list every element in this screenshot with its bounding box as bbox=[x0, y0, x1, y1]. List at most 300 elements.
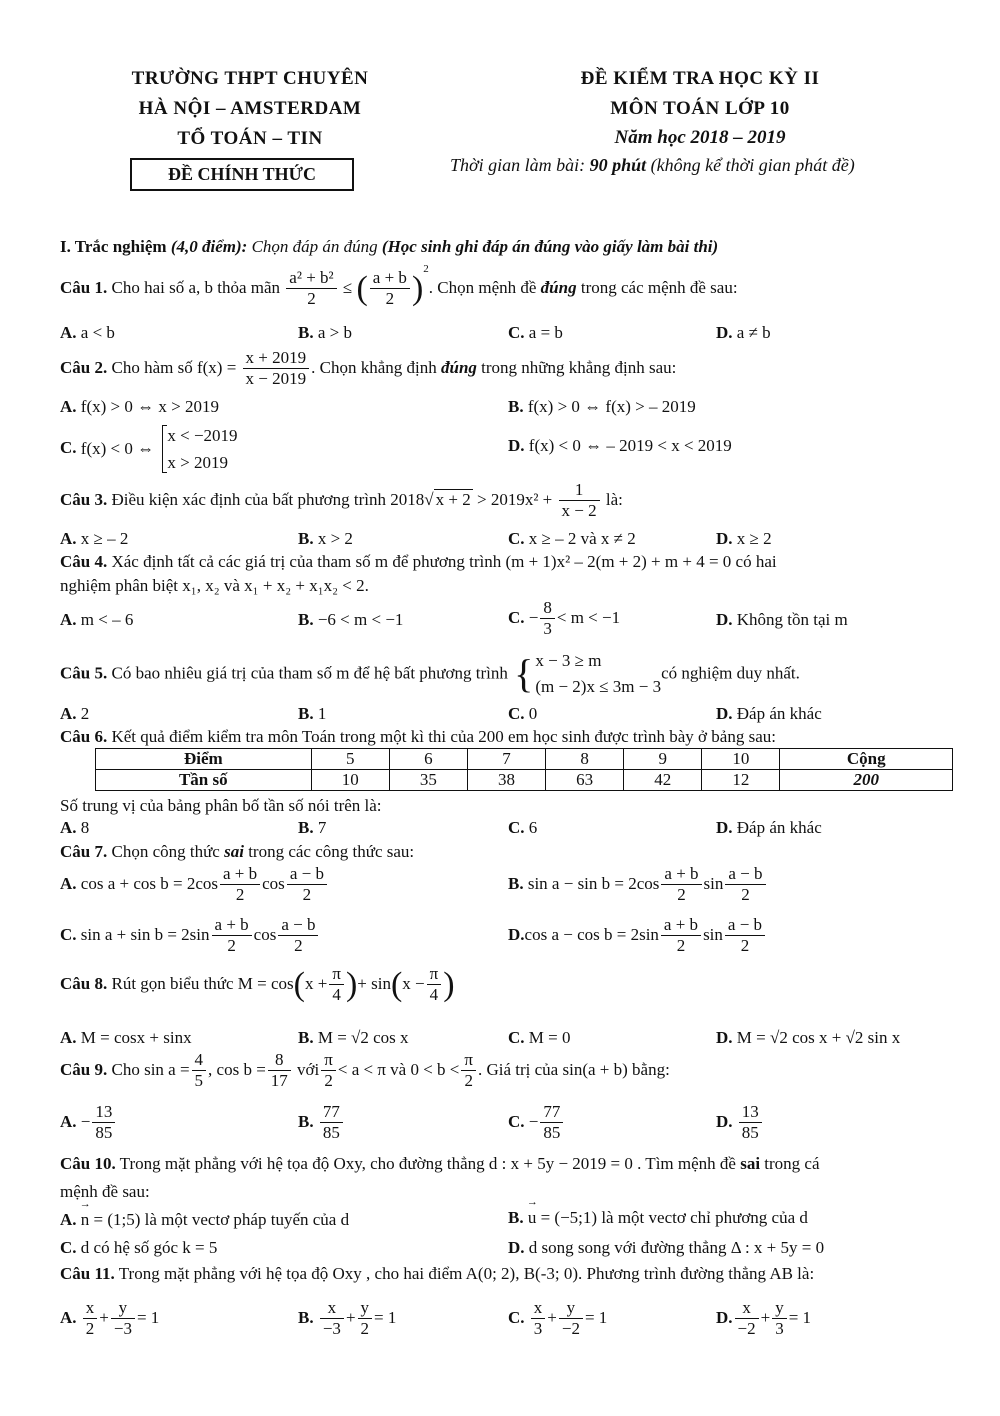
q7-a-f2n: a − b bbox=[287, 864, 327, 885]
q9-d-frac bbox=[739, 1102, 762, 1144]
q10-line2 bbox=[60, 1182, 150, 1202]
q2-post2: trong những khẳng định sau: bbox=[476, 357, 677, 377]
q10-text2: mệnh đề sau: bbox=[60, 1182, 150, 1201]
q5-d-text: Đáp án khác bbox=[736, 704, 822, 723]
q3-c-letter: C. bbox=[508, 529, 525, 548]
q11-d-f1d: −2 bbox=[737, 1319, 756, 1339]
q7-c-part2: cos bbox=[253, 924, 277, 944]
section-points: (4,0 điểm): bbox=[170, 237, 248, 256]
q5-option-d bbox=[716, 704, 822, 724]
q11-a-f2d: −3 bbox=[113, 1319, 132, 1339]
department: TỔ TOÁN – TIN bbox=[177, 128, 323, 149]
q7-d-part1: cos a − cos b = 2sin bbox=[524, 924, 659, 944]
question-4 bbox=[60, 552, 777, 572]
frequency-table bbox=[95, 748, 953, 791]
q1-f1-den: 2 bbox=[307, 289, 316, 309]
q4-a-letter: A. bbox=[60, 610, 77, 629]
q11-b-frac2 bbox=[358, 1298, 373, 1340]
q11-c-f1n: x bbox=[531, 1298, 546, 1319]
q7-option-c bbox=[60, 915, 320, 957]
q11-a-f1n: x bbox=[83, 1298, 98, 1319]
q6-b-text: 7 bbox=[317, 818, 327, 837]
q7-c-f2d: 2 bbox=[294, 936, 303, 956]
q9-a-frac bbox=[92, 1102, 115, 1144]
time-suffix: (không kể thời gian phát đề) bbox=[646, 155, 855, 175]
q10-text1: Trong mặt phẳng với hệ tọa độ Oxy, cho đường thẳng d : x + 5y − 2019 = 0 . Tìm mệnh đề bbox=[115, 1154, 741, 1173]
q6-label: Câu 6. bbox=[60, 727, 108, 746]
question-11 bbox=[60, 1264, 814, 1284]
q2-a-text: f(x) > 0 ⇔ x > 2019 bbox=[80, 397, 219, 416]
q7-b-frac1 bbox=[661, 864, 701, 906]
q3-fraction bbox=[559, 480, 600, 522]
table-cell: 7 bbox=[467, 749, 545, 770]
q4-a-text: m < – 6 bbox=[80, 610, 134, 629]
q10-label: Câu 10. bbox=[60, 1154, 116, 1173]
q1-d-text: a ≠ b bbox=[736, 323, 771, 342]
q3-d-letter: D. bbox=[716, 529, 733, 548]
q9-text: Cho sin a = bbox=[107, 1059, 190, 1079]
q6-option-a bbox=[60, 818, 89, 838]
q1-a-letter: A. bbox=[60, 323, 77, 342]
table-cell: Cộng bbox=[780, 749, 953, 770]
table-cell: 9 bbox=[624, 749, 702, 770]
q6-option-c bbox=[508, 818, 537, 838]
q9-b-letter: B. bbox=[298, 1111, 314, 1131]
q8-c-letter: C. bbox=[508, 1028, 525, 1047]
q3-label: Câu 3. bbox=[60, 489, 108, 509]
q6-b-letter: B. bbox=[298, 818, 314, 837]
q6-d-letter: D. bbox=[716, 818, 733, 837]
q11-c-plus: + bbox=[547, 1307, 557, 1327]
q11-d-frac2 bbox=[772, 1298, 787, 1340]
q10-c-letter: C. bbox=[60, 1238, 77, 1257]
q7-c-part1: sin a + sin b = 2sin bbox=[80, 924, 210, 944]
q1-post2: trong các mệnh đề sau: bbox=[576, 277, 738, 297]
table-cell: 5 bbox=[311, 749, 389, 770]
q1-c-text: a = b bbox=[528, 323, 563, 342]
q3-text: Điều kiện xác định của bất phương trình 2018 bbox=[107, 489, 425, 509]
q9-d-letter: D. bbox=[716, 1111, 733, 1131]
q8-c-text: M = 0 bbox=[528, 1028, 571, 1047]
q5-label: Câu 5. bbox=[60, 663, 108, 683]
q11-c-frac2 bbox=[559, 1298, 583, 1340]
question-3: Câu 3. Điều kiện xác định của bất phương trình 2018√ x + 2 > 2019x² + $\frac{1}{x - 2}$ là: bbox=[60, 480, 623, 521]
q4-option-c bbox=[508, 598, 620, 640]
question-8: Câu 8. Rút gọn biểu thức M = cos(x + $\frac{\pi}{4}$ )+ sin(x − $\frac{\pi}{4}$ ) bbox=[60, 964, 455, 1005]
q10-option-a bbox=[60, 1210, 349, 1230]
q2-fraction bbox=[243, 348, 310, 390]
q11-option-d bbox=[716, 1298, 811, 1340]
table-row bbox=[96, 749, 953, 770]
q9-p2n: π bbox=[461, 1050, 476, 1071]
q5-option-b bbox=[298, 704, 326, 724]
q8-d-letter: D. bbox=[716, 1028, 733, 1047]
q7-b-f2n: a − b bbox=[725, 864, 765, 885]
q9-sd: 5 bbox=[194, 1071, 204, 1091]
q3-a-letter: A. bbox=[60, 529, 77, 548]
q4-option-b bbox=[298, 610, 403, 630]
table-row bbox=[96, 770, 953, 791]
q3-d-text: x ≥ 2 bbox=[736, 529, 772, 548]
q2-option-a bbox=[60, 397, 219, 417]
q8-b-letter: B. bbox=[298, 1028, 314, 1047]
table-cell: 35 bbox=[389, 770, 467, 791]
q9-p2d: 2 bbox=[464, 1071, 473, 1091]
q11-b-f2n: y bbox=[358, 1298, 373, 1319]
q7-emphasis: sai bbox=[224, 842, 244, 861]
q9-cn: 8 bbox=[268, 1050, 291, 1071]
q11-text: Trong mặt phẳng với hệ tọa độ Oxy , cho hai điểm A(0; 2), B(-3; 0). Phương trình đường thẳng AB là: bbox=[114, 1264, 815, 1283]
table-cell: 38 bbox=[467, 770, 545, 791]
q10-d-letter: D. bbox=[508, 1238, 525, 1257]
q9-b-frac bbox=[320, 1102, 343, 1144]
table-cell: 200 bbox=[780, 770, 953, 791]
q9-pi-frac1 bbox=[321, 1050, 336, 1092]
q11-b-eq: = 1 bbox=[374, 1307, 397, 1327]
q1-a-text: a < b bbox=[80, 323, 115, 342]
q8-text: Rút gọn biểu thức M = cos bbox=[107, 973, 294, 993]
q9-dn: 13 bbox=[739, 1102, 762, 1123]
q9-with: với bbox=[292, 1059, 320, 1079]
q8-option-b bbox=[298, 1028, 409, 1048]
section-title bbox=[60, 237, 718, 257]
q11-d-f2d: 3 bbox=[775, 1319, 784, 1339]
q9-a-letter: A. bbox=[60, 1111, 77, 1131]
q2-num: x + 2019 bbox=[243, 348, 310, 369]
q6-option-d bbox=[716, 818, 822, 838]
q3-option-b bbox=[298, 529, 353, 549]
q7-d-frac2 bbox=[725, 915, 765, 957]
q1-option-a bbox=[60, 323, 115, 343]
q9-cos: , cos b = bbox=[208, 1059, 266, 1079]
official-exam-box: ĐỀ CHÍNH THỨC bbox=[130, 158, 354, 191]
q7-a-f1d: 2 bbox=[235, 885, 245, 905]
q7-c-f2n: a − b bbox=[278, 915, 318, 936]
q11-b-f1n: x bbox=[320, 1298, 344, 1319]
q5-post: có nghiệm duy nhất. bbox=[661, 663, 800, 683]
q9-cd-opt: 85 bbox=[543, 1123, 561, 1143]
q9-bn: 77 bbox=[320, 1102, 343, 1123]
q2-c-line1: x < −2019 bbox=[167, 426, 238, 445]
q3-a-text: x ≥ – 2 bbox=[80, 529, 129, 548]
table-cell: 6 bbox=[389, 749, 467, 770]
q9-option-a: A. − $\frac{13}{85}$ bbox=[60, 1102, 117, 1144]
q7-label: Câu 7. bbox=[60, 842, 108, 861]
q4-d-letter: D. bbox=[716, 610, 733, 629]
school-name-1: TRƯỜNG THPT CHUYÊN bbox=[131, 68, 369, 89]
q9-option-b bbox=[298, 1102, 345, 1144]
q7-b-f1d: 2 bbox=[677, 885, 686, 905]
q1-option-c bbox=[508, 323, 563, 343]
q10-emphasis: sai bbox=[740, 1154, 761, 1173]
table-cell: 10 bbox=[311, 770, 389, 791]
q1-fraction-1 bbox=[286, 268, 336, 310]
q7-b-part1: sin a − sin b = 2cos bbox=[527, 873, 660, 893]
q3-post: là: bbox=[601, 489, 623, 509]
q5-b-text: 1 bbox=[317, 704, 327, 723]
q8-b-text: M = √2 cos x bbox=[317, 1028, 409, 1047]
q8-a-text: M = cosx + sinx bbox=[80, 1028, 192, 1047]
q11-d-frac1 bbox=[735, 1298, 759, 1340]
q3-sqrt: x + 2 bbox=[435, 489, 471, 509]
q7-b-part2: sin bbox=[703, 873, 724, 893]
q4-c-minus: − bbox=[528, 607, 539, 627]
q7-option-d bbox=[508, 915, 767, 957]
q6-c-text: 6 bbox=[528, 818, 538, 837]
q7-c-f1d: 2 bbox=[227, 936, 236, 956]
q7-b-frac2 bbox=[725, 864, 765, 906]
q11-option-a bbox=[60, 1298, 159, 1340]
q7-a-f1n: a + b bbox=[220, 864, 260, 885]
q11-c-f2d: −2 bbox=[561, 1319, 580, 1339]
q11-option-c bbox=[508, 1298, 607, 1340]
q7-d-letter: D. bbox=[508, 924, 525, 944]
q11-b-letter: B. bbox=[298, 1307, 314, 1327]
q6-a-letter: A. bbox=[60, 818, 77, 837]
q7-d-f2d: 2 bbox=[740, 936, 750, 956]
q11-b-f1d: −3 bbox=[322, 1319, 341, 1339]
q5-line2: (m − 2)x ≤ 3m − 3 bbox=[535, 676, 662, 696]
q7-b-f2d: 2 bbox=[741, 885, 750, 905]
q4-c-letter: C. bbox=[508, 607, 525, 627]
exam-title: ĐỀ KIỂM TRA HỌC KỲ II bbox=[580, 68, 820, 89]
q7-d-f1n: a + b bbox=[661, 915, 701, 936]
q11-c-f1d: 3 bbox=[533, 1319, 543, 1339]
q7-c-letter: C. bbox=[60, 924, 77, 944]
q4-c-num: 8 bbox=[540, 598, 555, 619]
q10-d-text: d song song với đường thẳng Δ : x + 5y = 0 bbox=[528, 1238, 825, 1257]
q5-b-letter: B. bbox=[298, 704, 314, 723]
q9-post: . Giá trị của sin(a + b) bằng: bbox=[477, 1059, 670, 1079]
q11-c-letter: C. bbox=[508, 1307, 525, 1327]
q1-b-text: a > b bbox=[317, 323, 352, 342]
q1-label: Câu 1. bbox=[60, 277, 108, 297]
q1-d-letter: D. bbox=[716, 323, 733, 342]
q2-c-line2: x > 2019 bbox=[167, 453, 228, 473]
q7-option-b bbox=[508, 864, 768, 906]
q9-option-c: C. − $\frac{77}{85}$ bbox=[508, 1102, 565, 1144]
q7-a-frac1 bbox=[220, 864, 260, 906]
q1-text: Cho hai số a, b thỏa mãn bbox=[107, 277, 281, 297]
time-prefix: Thời gian làm bài: bbox=[450, 155, 590, 175]
q8-sin: + sin bbox=[357, 973, 391, 993]
q10-b-letter: B. bbox=[508, 1208, 524, 1227]
q10-option-c bbox=[60, 1238, 217, 1258]
q1-option-b bbox=[298, 323, 352, 343]
q10-option-b bbox=[508, 1208, 808, 1228]
time-bold: 90 phút bbox=[589, 155, 647, 175]
q2-option-b bbox=[508, 397, 696, 417]
q7-option-a bbox=[60, 864, 329, 906]
q9-p1d: 2 bbox=[324, 1071, 333, 1091]
q2-c-letter: C. bbox=[60, 438, 77, 458]
q10-a-text: = (1;5) là một vectơ pháp tuyến của d bbox=[89, 1210, 350, 1229]
q2-c-pre: f(x) < 0 ⇔ bbox=[80, 439, 155, 459]
q1-option-d bbox=[716, 323, 771, 343]
q3-b-letter: B. bbox=[298, 529, 314, 548]
q4-c-den: 3 bbox=[543, 619, 552, 639]
q2-d-letter: D. bbox=[508, 436, 525, 455]
q7-d-f1d: 2 bbox=[676, 936, 686, 956]
q2-den: x − 2019 bbox=[245, 369, 307, 389]
q9-c-letter: C. bbox=[508, 1111, 525, 1131]
q1-b-letter: B. bbox=[298, 323, 314, 342]
q5-a-letter: A. bbox=[60, 704, 77, 723]
q8-f1n: π bbox=[329, 964, 344, 985]
q11-d-f1n: x bbox=[735, 1298, 759, 1319]
q2-b-text: f(x) > 0 ⇔ f(x) > – 2019 bbox=[527, 397, 696, 416]
q5-option-c bbox=[508, 704, 537, 724]
section-label: I. Trắc nghiệm bbox=[60, 237, 171, 256]
q7-c-frac1 bbox=[212, 915, 252, 957]
question-1: Câu 1. Cho hai số a, b thỏa mãn $\frac{\text{a² + b²}}{2}$ ≤ ( $\frac{a + b}{2}$ )$^2$. Chọn mệnh đề đúng trong các mệnh đề sau: bbox=[60, 263, 738, 309]
q11-c-frac1 bbox=[531, 1298, 546, 1340]
q2-a-letter: A. bbox=[60, 397, 77, 416]
q11-d-eq: = 1 bbox=[788, 1307, 812, 1327]
question-10 bbox=[60, 1154, 820, 1174]
q10-c-text: d có hệ số góc k = 5 bbox=[80, 1238, 218, 1257]
table-cell: Điểm bbox=[96, 749, 312, 770]
q9-option-d bbox=[716, 1102, 764, 1144]
q2-d-text: f(x) < 0 ⇔ – 2019 < x < 2019 bbox=[528, 436, 732, 455]
q3-num: 1 bbox=[559, 480, 600, 501]
school-name-2: HÀ NỘI – AMSTERDAM bbox=[138, 98, 362, 119]
q11-c-eq: = 1 bbox=[584, 1307, 608, 1327]
q1-f2-num: a + b bbox=[370, 268, 410, 289]
q6-d-text: Đáp án khác bbox=[736, 818, 822, 837]
q9-dd: 85 bbox=[741, 1123, 759, 1143]
q8-option-c bbox=[508, 1028, 570, 1048]
q11-b-plus: + bbox=[345, 1307, 356, 1327]
q10-option-d bbox=[508, 1238, 824, 1258]
q7-d-frac1 bbox=[661, 915, 701, 957]
q9-pi-frac2 bbox=[461, 1050, 476, 1092]
question-7 bbox=[60, 842, 414, 862]
q9-an: 13 bbox=[92, 1102, 115, 1123]
q4-label: Câu 4. bbox=[60, 552, 108, 571]
q2-emphasis: đúng bbox=[440, 357, 477, 377]
q11-a-f1d: 2 bbox=[85, 1319, 95, 1339]
q9-ad: 85 bbox=[95, 1123, 113, 1143]
q2-text: Cho hàm số f(x) = bbox=[107, 357, 237, 377]
q1-post: . Chọn mệnh đề bbox=[428, 277, 541, 297]
q4-option-a bbox=[60, 610, 133, 630]
exam-subject: MÔN TOÁN LỚP 10 bbox=[610, 98, 790, 119]
question-9 bbox=[60, 1050, 670, 1092]
q4-d-text: Không tồn tại m bbox=[736, 610, 848, 629]
q8-f2n: π bbox=[427, 964, 442, 985]
table-cell: 63 bbox=[546, 770, 624, 791]
q11-a-f2n: y bbox=[111, 1298, 135, 1319]
q1-c-letter: C. bbox=[508, 323, 525, 342]
q9-lt: < a < π và 0 < b < bbox=[337, 1059, 460, 1079]
q11-a-plus: + bbox=[99, 1307, 109, 1327]
q10-a-vector: → n bbox=[81, 1210, 90, 1229]
q9-cn-opt: 77 bbox=[540, 1102, 563, 1123]
q3-option-d bbox=[716, 529, 772, 549]
q11-b-f2d: 2 bbox=[360, 1319, 370, 1339]
q4-option-d bbox=[716, 610, 848, 630]
q7-c-f1n: a + b bbox=[212, 915, 252, 936]
q8-x2: x − bbox=[402, 973, 425, 993]
q7-a-letter: A. bbox=[60, 873, 77, 893]
q10-b-text: = (−5;1) là một vectơ chỉ phương của d bbox=[536, 1208, 808, 1227]
q8-a-letter: A. bbox=[60, 1028, 77, 1047]
q11-a-frac1 bbox=[83, 1298, 98, 1340]
q4-c-post: < m < −1 bbox=[556, 607, 621, 627]
q8-d-text: M = √2 cos x + √2 sin x bbox=[736, 1028, 901, 1047]
q4-line2 bbox=[60, 576, 369, 596]
q1-f1-num: a² + b² bbox=[286, 268, 336, 289]
q4-b-letter: B. bbox=[298, 610, 314, 629]
q8-frac2 bbox=[427, 964, 442, 1006]
section-instruction: Chọn đáp án đúng bbox=[247, 237, 382, 256]
table-cell: 10 bbox=[702, 749, 780, 770]
q11-option-b bbox=[298, 1298, 396, 1340]
q7-b-f1n: a + b bbox=[661, 864, 701, 885]
question-6 bbox=[60, 727, 776, 747]
q2-option-c bbox=[60, 422, 238, 476]
q3-b-text: x > 2 bbox=[317, 529, 353, 548]
q7-d-f2n: a − b bbox=[725, 915, 765, 936]
q10-b-vector: → u bbox=[528, 1208, 537, 1227]
q9-label: Câu 9. bbox=[60, 1059, 108, 1079]
school-year: Năm học 2018 – 2019 bbox=[614, 127, 786, 148]
q3-c-text: x ≥ – 2 và x ≠ 2 bbox=[528, 529, 636, 548]
q5-d-letter: D. bbox=[716, 704, 733, 723]
q7-a-part1: cos a + cos b = 2cos bbox=[80, 873, 218, 893]
q3-mid: > 2019x² + bbox=[472, 489, 553, 509]
q7-d-part2: sin bbox=[703, 924, 723, 944]
q4-b-text: −6 < m < −1 bbox=[317, 610, 404, 629]
q6-option-b bbox=[298, 818, 326, 838]
q6-after-text: Số trung vị của bảng phân bố tần số nói trên là: bbox=[60, 796, 382, 815]
q1-fraction-2 bbox=[370, 268, 410, 310]
q8-x1: x + bbox=[305, 973, 328, 993]
q11-c-f2n: y bbox=[559, 1298, 583, 1319]
q10-a-letter: A. bbox=[60, 1210, 77, 1229]
q2-post: . Chọn khẳng định bbox=[311, 357, 441, 377]
q5-c-letter: C. bbox=[508, 704, 525, 723]
q2-b-letter: B. bbox=[508, 397, 524, 416]
table-cell: 8 bbox=[546, 749, 624, 770]
q9-c-frac bbox=[540, 1102, 563, 1144]
q3-option-c bbox=[508, 529, 636, 549]
question-5: Câu 5. Có bao nhiêu giá trị của tham số m để hệ bất phương trình { x − 3 ≥ m (m − 2)x ≤ 3m − 3có nghiệm duy nhất. bbox=[60, 651, 800, 696]
q8-f1d: 4 bbox=[332, 985, 341, 1005]
q11-a-letter: A. bbox=[60, 1307, 77, 1327]
section-note: (Học sinh ghi đáp án đúng vào giấy làm bài thi) bbox=[381, 237, 719, 256]
q11-d-letter: D. bbox=[716, 1307, 733, 1327]
q1-le: ≤ bbox=[342, 277, 353, 297]
q2-label: Câu 2. bbox=[60, 357, 108, 377]
q7-text: Chọn công thức bbox=[107, 842, 225, 861]
q2-option-d bbox=[508, 436, 732, 456]
q5-text: Có bao nhiêu giá trị của tham số m để hệ bất phương trình bbox=[107, 663, 508, 683]
q8-option-a bbox=[60, 1028, 192, 1048]
q11-a-eq: = 1 bbox=[136, 1307, 160, 1327]
q3-den: x − 2 bbox=[561, 501, 597, 521]
q4-text1: Xác định tất cả các giá trị của tham số m để phương trình (m + 1)x² – 2(m + 2) + m + 4 = 0 có hai bbox=[107, 552, 777, 571]
q6-after bbox=[60, 796, 382, 816]
q1-square: 2 bbox=[423, 263, 429, 276]
q9-sn: 4 bbox=[192, 1050, 207, 1071]
q6-text: Kết quả điểm kiểm tra môn Toán trong một kì thi của 200 em học sinh được trình bày ở bảng sau: bbox=[107, 727, 776, 746]
time-limit bbox=[450, 155, 855, 176]
q5-a-text: 2 bbox=[80, 704, 90, 723]
q8-frac1 bbox=[329, 964, 344, 1006]
q11-label: Câu 11. bbox=[60, 1264, 115, 1283]
